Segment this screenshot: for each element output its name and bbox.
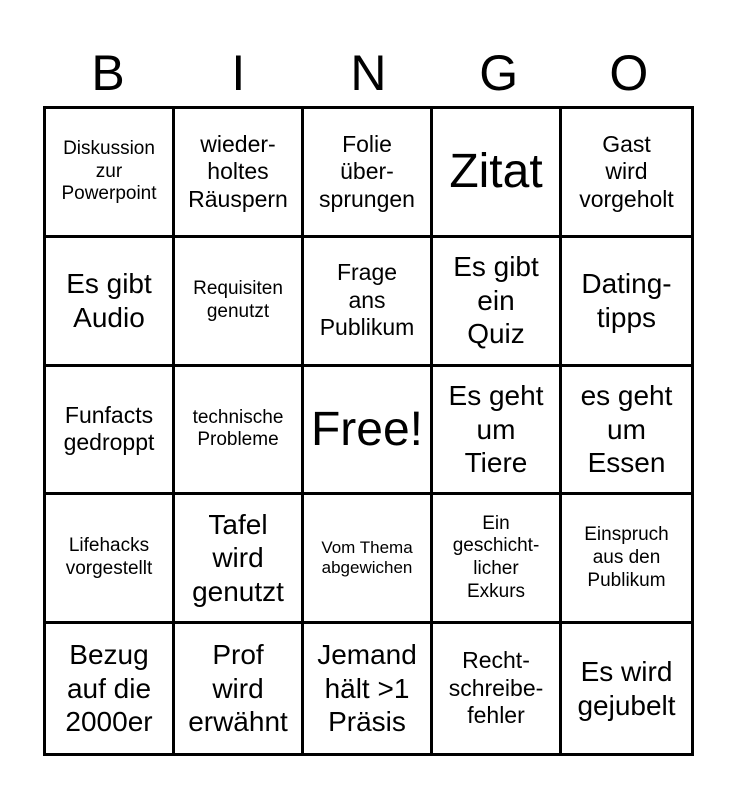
bingo-cell[interactable]: Diskussion zur Powerpoint: [46, 109, 175, 238]
header-letter-o: O: [609, 45, 649, 101]
bingo-cell[interactable]: Folie über- sprungen: [304, 109, 433, 238]
bingo-cell[interactable]: Zitat: [433, 109, 562, 238]
bingo-cell[interactable]: Es wird gejubelt: [577, 656, 676, 721]
bingo-cell[interactable]: Jemand hält >1 Präsis: [304, 624, 433, 753]
bingo-cell[interactable]: wieder- holtes Räuspern: [175, 109, 304, 238]
bingo-cell[interactable]: Tafel wird genutzt: [175, 495, 304, 624]
bingo-cell[interactable]: Vom Thema abgewichen: [304, 495, 433, 624]
bingo-cell[interactable]: Es gibt Audio: [46, 238, 175, 367]
bingo-cell[interactable]: Requisiten genutzt: [175, 238, 304, 367]
bingo-cell[interactable]: Einspruch aus den Publikum: [562, 495, 691, 624]
bingo-cell[interactable]: Es geht um Tiere: [433, 367, 562, 496]
bingo-free-cell[interactable]: Free!: [304, 367, 433, 496]
bingo-cell[interactable]: Es gibt ein Quiz: [433, 238, 562, 367]
bingo-cell[interactable]: Prof wird erwähnt: [175, 624, 304, 753]
header-letter-b: B: [91, 45, 125, 101]
bingo-cell[interactable]: Lifehacks vorgestellt: [46, 495, 175, 624]
bingo-cell[interactable]: Ein geschicht- licher Exkurs: [433, 495, 562, 624]
bingo-cell[interactable]: Bezug auf die 2000er: [46, 624, 175, 753]
bingo-cell[interactable]: technische Probleme: [175, 367, 304, 496]
bingo-cell[interactable]: Frage ans Publikum: [304, 238, 433, 367]
bingo-cell[interactable]: Funfacts gedroppt: [46, 367, 175, 496]
bingo-cell[interactable]: Dating- tipps: [562, 238, 691, 367]
bingo-cell[interactable]: Recht- schreibe- fehler: [433, 624, 562, 753]
header-letter-g: G: [479, 45, 519, 101]
bingo-header: [43, 40, 694, 106]
bingo-cell[interactable]: es geht um Essen: [562, 367, 691, 496]
header-letter-n: N: [350, 45, 387, 101]
header-letter-i: I: [231, 45, 246, 101]
bingo-grid: [43, 106, 694, 756]
bingo-cell[interactable]: Gast wird vorgeholt: [562, 109, 691, 238]
